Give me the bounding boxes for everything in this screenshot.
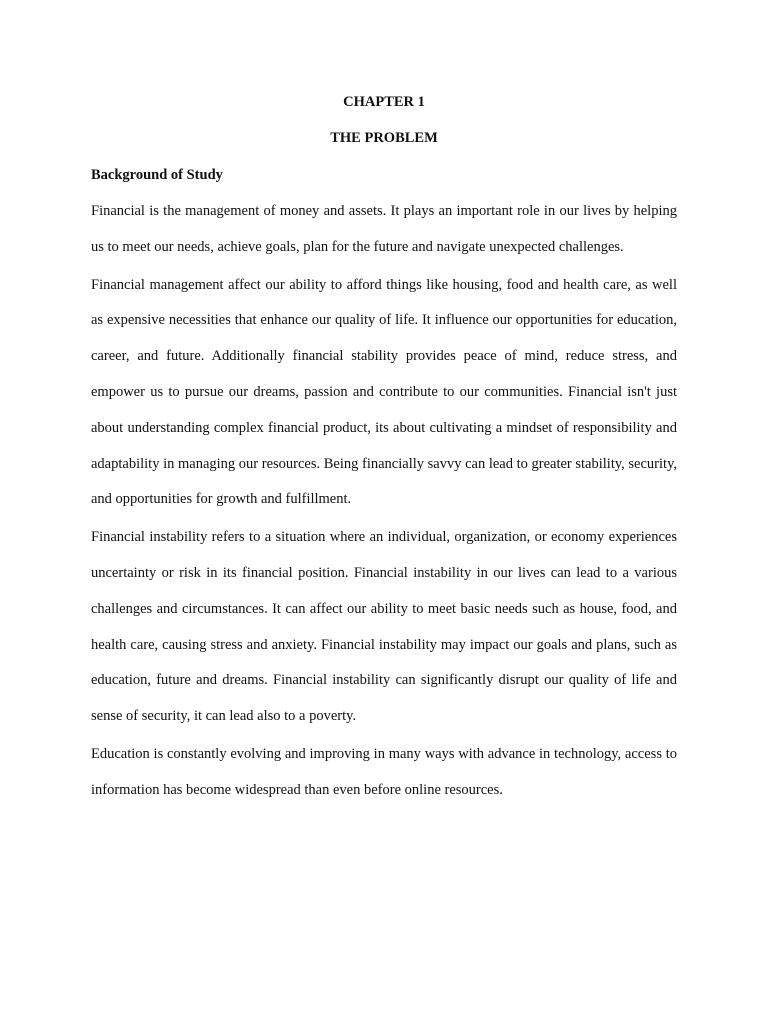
paragraph-1: Financial is the management of money and assets. It plays an important role in our lives by helping us to meet our needs, achieve goals, plan for the future and navigate unexpected challenges. — [91, 203, 677, 255]
section-heading: Background of Study — [91, 167, 223, 183]
chapter-heading: CHAPTER 1 — [343, 94, 425, 110]
document-body — [91, 92, 677, 819]
paragraph-2: Financial management affect our ability to afford things like housing, food and health care, as well as expensive necessities that enhance our quality of life. It influence our opportunities for education, career, and future. Additionally financial stability provides peace of mind, reduce stress, and empower us to pursue our dreams, passion and contribute to our communities. Financial isn't just about understanding complex financial product, its about cultivating a mindset of responsibility and adaptability in managing our resources. Being financially savvy can lead to greater stability, security, and opportunities for growth and fulfillment. — [91, 276, 677, 508]
paragraph-3: Financial instability refers to a situation where an individual, organization, or economy experiences uncertainty or risk in its financial position. Financial instability in our lives can lead to a various challenges and circumstances. It can affect our ability to meet basic needs such as house, food, and health care, causing stress and anxiety. Financial instability may impact our goals and plans, such as education, future and dreams. Financial instability can significantly disrupt our quality of life and sense of security, it can lead also to a poverty. — [91, 529, 677, 725]
chapter-title: THE PROBLEM — [330, 130, 438, 146]
paragraph-4: Education is constantly evolving and improving in many ways with advance in technology, access to information has become widespread than even before online resources. — [91, 745, 677, 798]
